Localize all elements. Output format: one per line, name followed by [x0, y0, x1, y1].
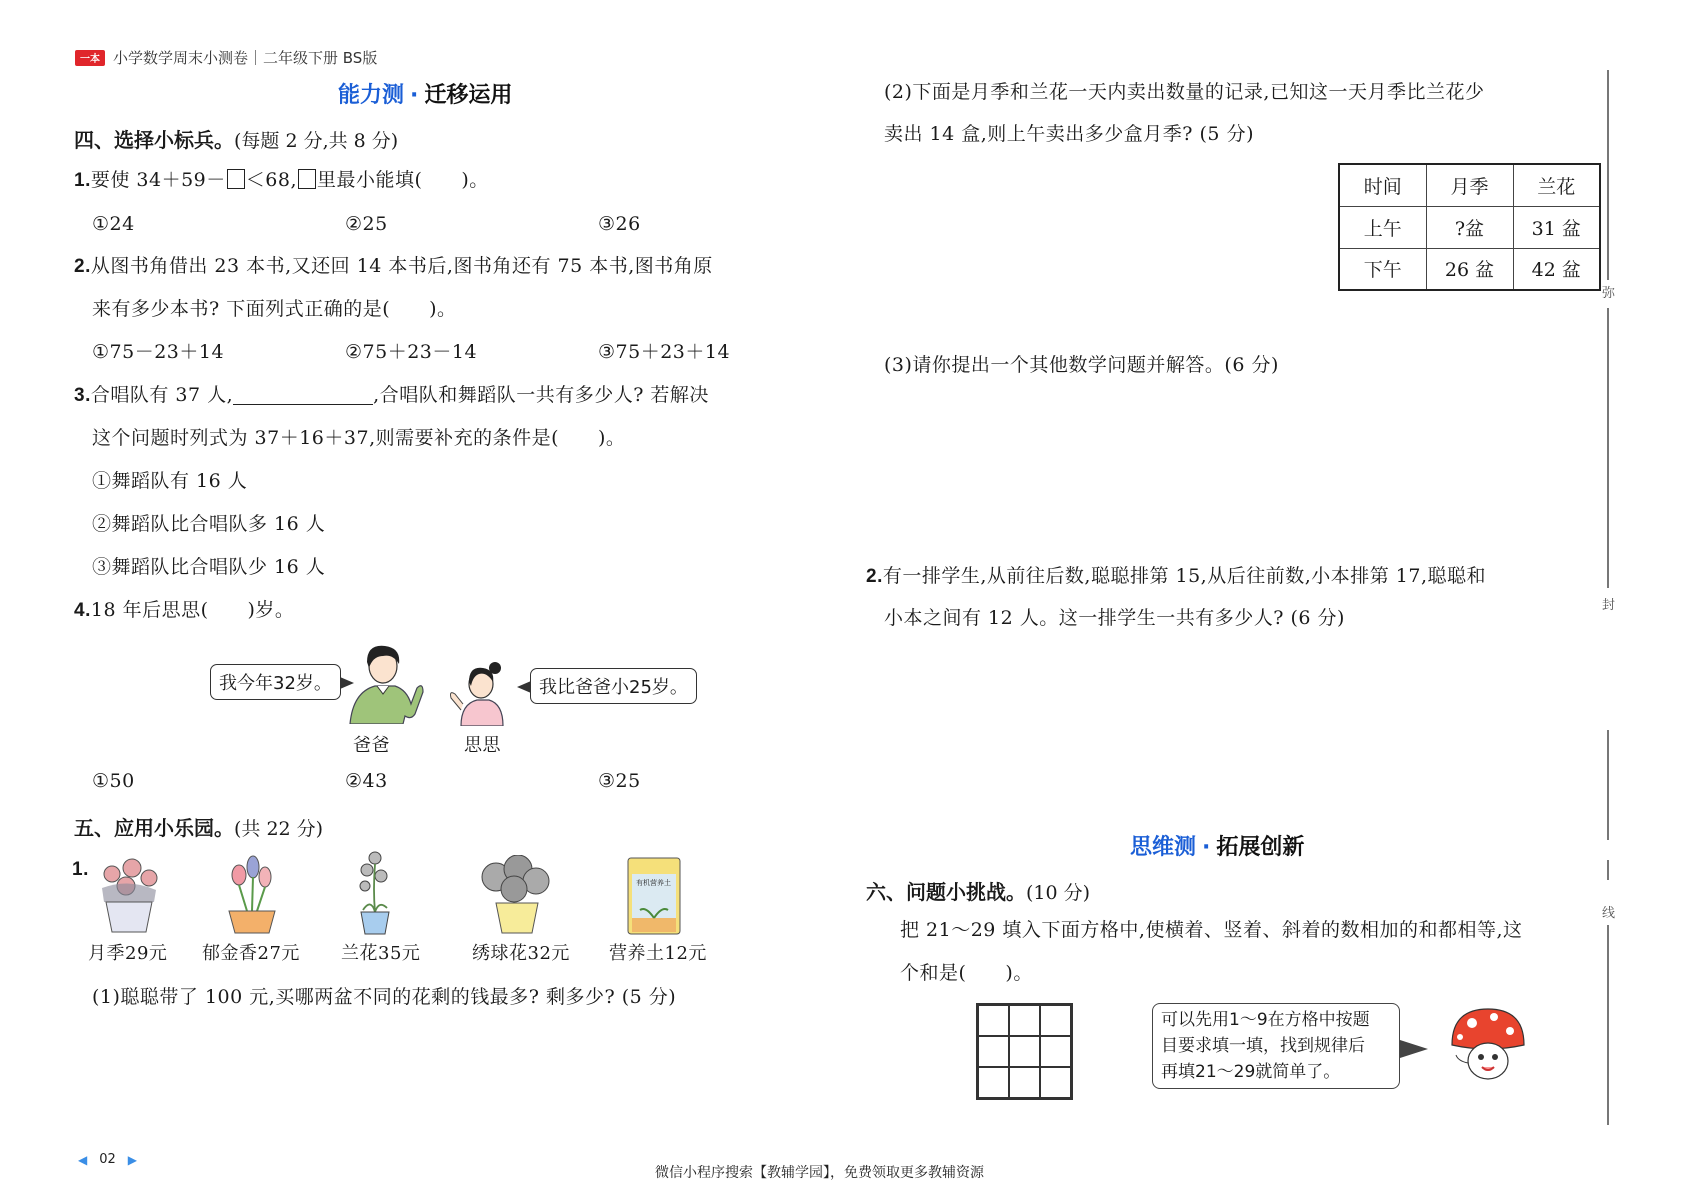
- table-header-row: [1339, 164, 1600, 206]
- rose-pot-icon: [94, 858, 164, 934]
- price-label: 郁金香27元: [202, 943, 300, 964]
- question-6-line1: 把 21～29 填入下面方格中,使横着、竖着、斜着的数相加的和都相等,这: [900, 919, 1523, 941]
- price-label: 兰花35元: [341, 943, 421, 964]
- option[interactable]: ③舞蹈队比合唱队少 16 人: [92, 556, 326, 578]
- table-cell: 31 盆: [1513, 206, 1600, 248]
- section-band-title-ability: [338, 78, 512, 109]
- question-number: 1.: [74, 170, 91, 191]
- band-title-black: 迁移运用: [424, 83, 513, 108]
- grid-cell[interactable]: [978, 1036, 1009, 1067]
- table-header-cell: 月季: [1426, 164, 1513, 206]
- dad-speech-bubble: 我今年32岁。: [210, 664, 341, 700]
- option[interactable]: ③26: [598, 213, 641, 235]
- table-row: [1339, 206, 1600, 248]
- table-header-cell: 时间: [1339, 164, 1426, 206]
- grid-cell[interactable]: [1009, 1036, 1040, 1067]
- option[interactable]: ①24: [92, 213, 135, 235]
- section-4-heading: [74, 124, 398, 153]
- seal-line: [1607, 860, 1609, 880]
- table-cell: 26 盆: [1426, 248, 1513, 290]
- grid-cell[interactable]: [978, 1067, 1009, 1098]
- table-header-cell: 兰花: [1513, 164, 1600, 206]
- section-6-heading: [866, 876, 1090, 905]
- question-number: 2.: [74, 256, 91, 277]
- option[interactable]: ①舞蹈队有 16 人: [92, 470, 248, 492]
- seal-char: 线: [1602, 906, 1616, 921]
- band-title-blue: 思维测: [1130, 835, 1197, 860]
- section-title: 六、问题小挑战。: [866, 880, 1026, 904]
- table-cell: 下午: [1339, 248, 1426, 290]
- question-text: 合唱队有 37 人,: [90, 384, 234, 406]
- seal-char: 弥: [1602, 286, 1616, 301]
- magic-square-grid[interactable]: [976, 1003, 1073, 1100]
- seal-line: [1607, 925, 1609, 1125]
- sub-question-3: (3)请你提出一个其他数学问题并解答。(6 分): [884, 354, 1279, 376]
- question-5-2-line1: [866, 564, 1486, 589]
- option[interactable]: ②25: [345, 213, 388, 235]
- price-label: 绣球花32元: [472, 943, 570, 964]
- bubble-tail: [1400, 1040, 1428, 1058]
- question-4-3-line1: [74, 383, 709, 408]
- question-text: 要使 34＋59－: [90, 169, 226, 191]
- table-row: [1339, 248, 1600, 290]
- girl-illustration-icon: [447, 660, 509, 726]
- section-points: (每题 2 分,共 8 分): [234, 130, 399, 152]
- mushroom-mascot-icon: [1446, 1005, 1530, 1089]
- hint-line: 再填21～29就简单了。: [1161, 1062, 1341, 1082]
- fill-in-blank[interactable]: [233, 385, 373, 405]
- option[interactable]: ②舞蹈队比合唱队多 16 人: [92, 513, 326, 535]
- hint-line: 可以先用1～9在方格中按题: [1161, 1010, 1370, 1030]
- answer-area[interactable]: [884, 385, 1584, 550]
- sales-record-table: [1338, 163, 1601, 291]
- seal-line: [1607, 70, 1609, 280]
- hydrangea-pot-icon: [478, 855, 554, 935]
- question-text: 从图书角借出 23 本书,又还回 14 本书后,图书角还有 75 本书,图书角原: [90, 255, 713, 277]
- question-5-2-line2: 小本之间有 12 人。这一排学生一共有多少人? (6 分): [884, 607, 1345, 629]
- question-text: ,合唱队和舞蹈队一共有多少人? 若解决: [373, 384, 709, 406]
- option[interactable]: ①75－23＋14: [92, 341, 225, 363]
- question-text: ＜68,: [245, 169, 297, 191]
- question-number: 2.: [866, 566, 883, 587]
- grid-cell[interactable]: [1009, 1005, 1040, 1036]
- question-4-3-line2: 这个问题时列式为 37＋16＋37,则需要补充的条件是( )。: [92, 427, 626, 449]
- band-title-black: 拓展创新: [1216, 835, 1305, 860]
- dad-label: 爸爸: [353, 735, 390, 756]
- question-text: 里最小能填( )。: [316, 169, 489, 191]
- section-band-title-thinking: [1130, 830, 1304, 861]
- answer-box[interactable]: [298, 169, 316, 189]
- question-4-2-line2: 来有多少本书? 下面列式正确的是( )。: [92, 298, 457, 320]
- band-title-dot: ·: [410, 83, 419, 108]
- option[interactable]: ①50: [92, 770, 135, 792]
- nutrient-soil-bag-icon: [626, 856, 682, 936]
- price-label: 营养土12元: [609, 943, 707, 964]
- question-4-1: [74, 168, 489, 193]
- soil-bag-text: 有机营养土: [636, 879, 671, 887]
- question-4-4: [74, 598, 294, 623]
- grid-cell[interactable]: [1040, 1005, 1071, 1036]
- prev-page-arrow-icon[interactable]: ◀: [78, 1152, 88, 1167]
- seal-line: [1607, 730, 1609, 840]
- question-6-line2: 个和是( )。: [900, 962, 1033, 984]
- next-page-arrow-icon[interactable]: ▶: [127, 1152, 138, 1167]
- band-title-blue: 能力测: [338, 83, 405, 108]
- question-4-2-line1: [74, 254, 713, 279]
- hint-speech-bubble: [1152, 1003, 1400, 1089]
- table-cell: 42 盆: [1513, 248, 1600, 290]
- option[interactable]: ②75＋23－14: [345, 341, 478, 363]
- grid-cell[interactable]: [1040, 1036, 1071, 1067]
- section-points: (共 22 分): [234, 818, 324, 840]
- answer-box[interactable]: [227, 169, 245, 189]
- table-cell: ?盆: [1426, 206, 1513, 248]
- grid-cell[interactable]: [1009, 1067, 1040, 1098]
- section-title: 五、应用小乐园。: [74, 816, 234, 840]
- sub-question-2-line2: 卖出 14 盒,则上午卖出多少盒月季? (5 分): [884, 123, 1254, 145]
- section-title: 四、选择小标兵。: [74, 128, 234, 152]
- question-number: 1.: [72, 859, 89, 880]
- table-cell: 上午: [1339, 206, 1426, 248]
- sub-question-1: (1)聪聪带了 100 元,买哪两盆不同的花剩的钱最多? 剩多少? (5 分): [92, 986, 677, 1008]
- price-label: 月季29元: [88, 943, 168, 964]
- option[interactable]: ③25: [598, 770, 641, 792]
- option[interactable]: ③75＋23＋14: [598, 341, 731, 363]
- hint-line: 目要求填一填，找到规律后: [1161, 1036, 1365, 1056]
- seal-line: [1607, 308, 1609, 588]
- orchid-pot-icon: [355, 850, 395, 936]
- girl-speech-bubble: 我比爸爸小25岁。: [530, 668, 697, 704]
- option[interactable]: ②43: [345, 770, 388, 792]
- question-number: 4.: [74, 600, 91, 621]
- dad-illustration-icon: [345, 640, 425, 724]
- grid-cell[interactable]: [978, 1005, 1009, 1036]
- band-title-dot: ·: [1202, 835, 1211, 860]
- series-title: 小学数学周末小测卷｜二年级下册 BS版: [113, 49, 378, 67]
- question-text: 有一排学生,从前往后数,聪聪排第 15,从后往前数,小本排第 17,聪聪和: [882, 565, 1486, 587]
- grid-cell[interactable]: [1040, 1067, 1071, 1098]
- question-number: 3.: [74, 385, 91, 406]
- footer-promo: 微信小程序搜索【教辅学园】，免费领取更多教辅资源: [655, 1165, 984, 1181]
- page-number-nav: [78, 1152, 137, 1167]
- section-points: (10 分): [1026, 882, 1091, 904]
- answer-area[interactable]: [884, 640, 1584, 820]
- seal-char: 封: [1602, 598, 1616, 613]
- page-number: 02: [99, 1152, 116, 1167]
- question-text: 18 年后思思( )岁。: [90, 599, 295, 621]
- page-header: [75, 47, 377, 68]
- publisher-logo: 一本: [75, 50, 105, 66]
- girl-label: 思思: [464, 735, 501, 756]
- sub-question-2-line1: (2)下面是月季和兰花一天内卖出数量的记录,已知这一天月季比兰花少: [884, 81, 1485, 103]
- section-5-heading: [74, 812, 323, 841]
- tulip-pot-icon: [225, 855, 279, 935]
